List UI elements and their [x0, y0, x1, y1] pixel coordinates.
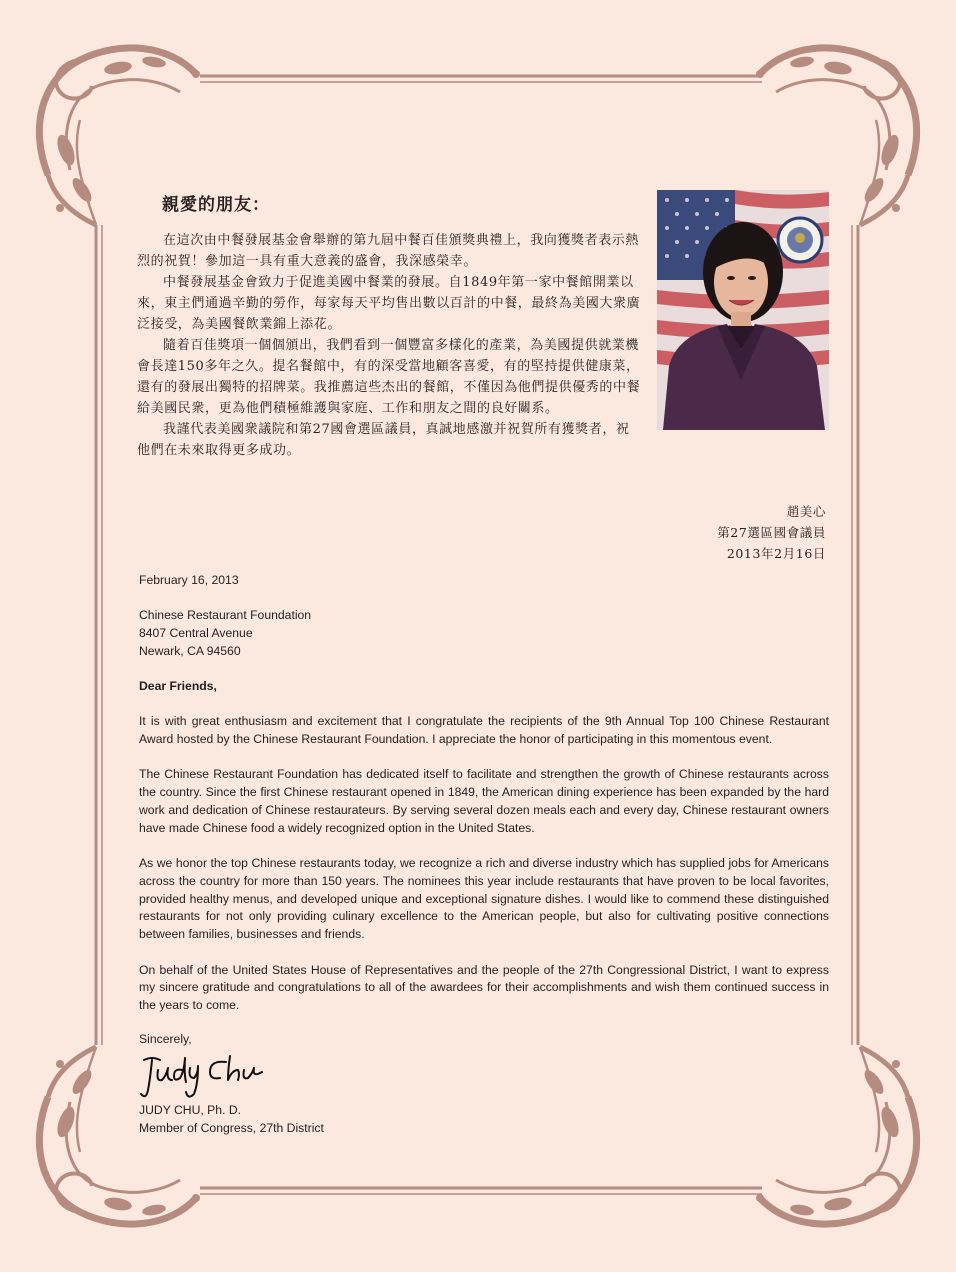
chinese-paragraph: 在這次由中餐發展基金會舉辦的第九屆中餐百佳頒獎典禮上，我向獲獎者表示熱烈的祝賀！參加這一具有重大意義的盛會，我深感榮幸。 — [137, 233, 640, 269]
address-line: Chinese Restaurant Foundation — [139, 608, 312, 622]
letter-date: February 16, 2013 — [139, 573, 239, 587]
chinese-paragraph: 我謹代表美國衆議院和第27國會選區議員，真誠地感激并祝賀所有獲獎者，祝他們在未來取得更多成功。 — [137, 422, 630, 458]
chinese-signer-title: 第27選區國會議員 — [717, 525, 826, 540]
english-greeting: Dear Friends, — [139, 679, 217, 693]
english-paragraph: As we honor the top Chinese restaurants today, we recognize a rich and diverse industry which has supplied jobs for Americans across the country for more than 150 years. The nominees this year include restaurants that have proven to be local favorites, provided healthy menus, and developed unique and exceptional signature dishes. I would like to commend these distinguished restaurants for not only providing culinary excellence to the American people, but also for cultivating positive connections between families, businesses and friends. — [139, 855, 829, 942]
english-paragraph: The Chinese Restaurant Foundation has dedicated itself to facilitate and strengthen the growth of Chinese restaurants across the country. Since the first Chinese restaurant opened in 1849, the American dining experience has been expanded by the hard work and dedication of Chinese restaurateurs. By serving several dozen meals each and every day, Chinese restaurant owners have made Chinese food a widely recognized option in the United States. — [139, 767, 829, 835]
chinese-paragraph: 中餐發展基金會致力于促進美國中餐業的發展。自1849年第一家中餐館開業以來，東主們通過辛勤的勞作，每家每天平均售出數以百計的中餐，最終為美國大衆廣泛接受，為美國餐飲業錦上添花。 — [137, 275, 641, 332]
portrait-illustration — [657, 190, 829, 430]
english-letter-body — [139, 713, 829, 1033]
chinese-signature-date: 2013年2月16日 — [726, 546, 826, 561]
chinese-letter-body — [137, 230, 642, 461]
signer-title: Member of Congress, 27th District — [139, 1120, 324, 1135]
address-line: 8407 Central Avenue — [139, 625, 253, 640]
signer-name: JUDY CHU, Ph. D. — [139, 1103, 242, 1117]
chinese-signer-name: 趙美心 — [786, 504, 826, 519]
handwritten-signature — [138, 1050, 268, 1102]
chinese-signature-block — [717, 501, 826, 564]
portrait-photo — [657, 190, 829, 430]
address-line: Newark, CA 94560 — [139, 643, 241, 658]
letter-closing: Sincerely, — [139, 1032, 192, 1046]
chinese-paragraph: 隨着百佳獎項一個個頒出，我們看到一個豐富多樣化的產業，為美國提供就業機會長達150多年之久。提名餐館中，有的深受當地顧客喜愛，有的堅持提供健康菜，還有的發展出獨特的招牌菜。我推薦這些杰出的餐館，不僅因為他們提供優秀的中餐給美國民衆，更為他們積極維護與家庭、工作和朋友之間的良好關系。 — [137, 338, 641, 416]
chinese-greeting: 親愛的朋友： — [162, 195, 270, 215]
english-paragraph: It is with great enthusiasm and excitement that I congratulate the recipients of the 9th Annual Top 100 Chinese Restaurant Award hosted by the Chinese Restaurant Foundation. I appreciate the honor of participating in this momentous event. — [139, 714, 829, 746]
recipient-address — [139, 607, 829, 660]
signer-block — [139, 1102, 829, 1138]
english-paragraph: On behalf of the United States House of Representatives and the people of the 27th Congressional District, I want to express my sincere gratitude and congratulations to all of the awardees for their accomplishments and wish them continued success in the years to come. — [139, 962, 829, 1013]
